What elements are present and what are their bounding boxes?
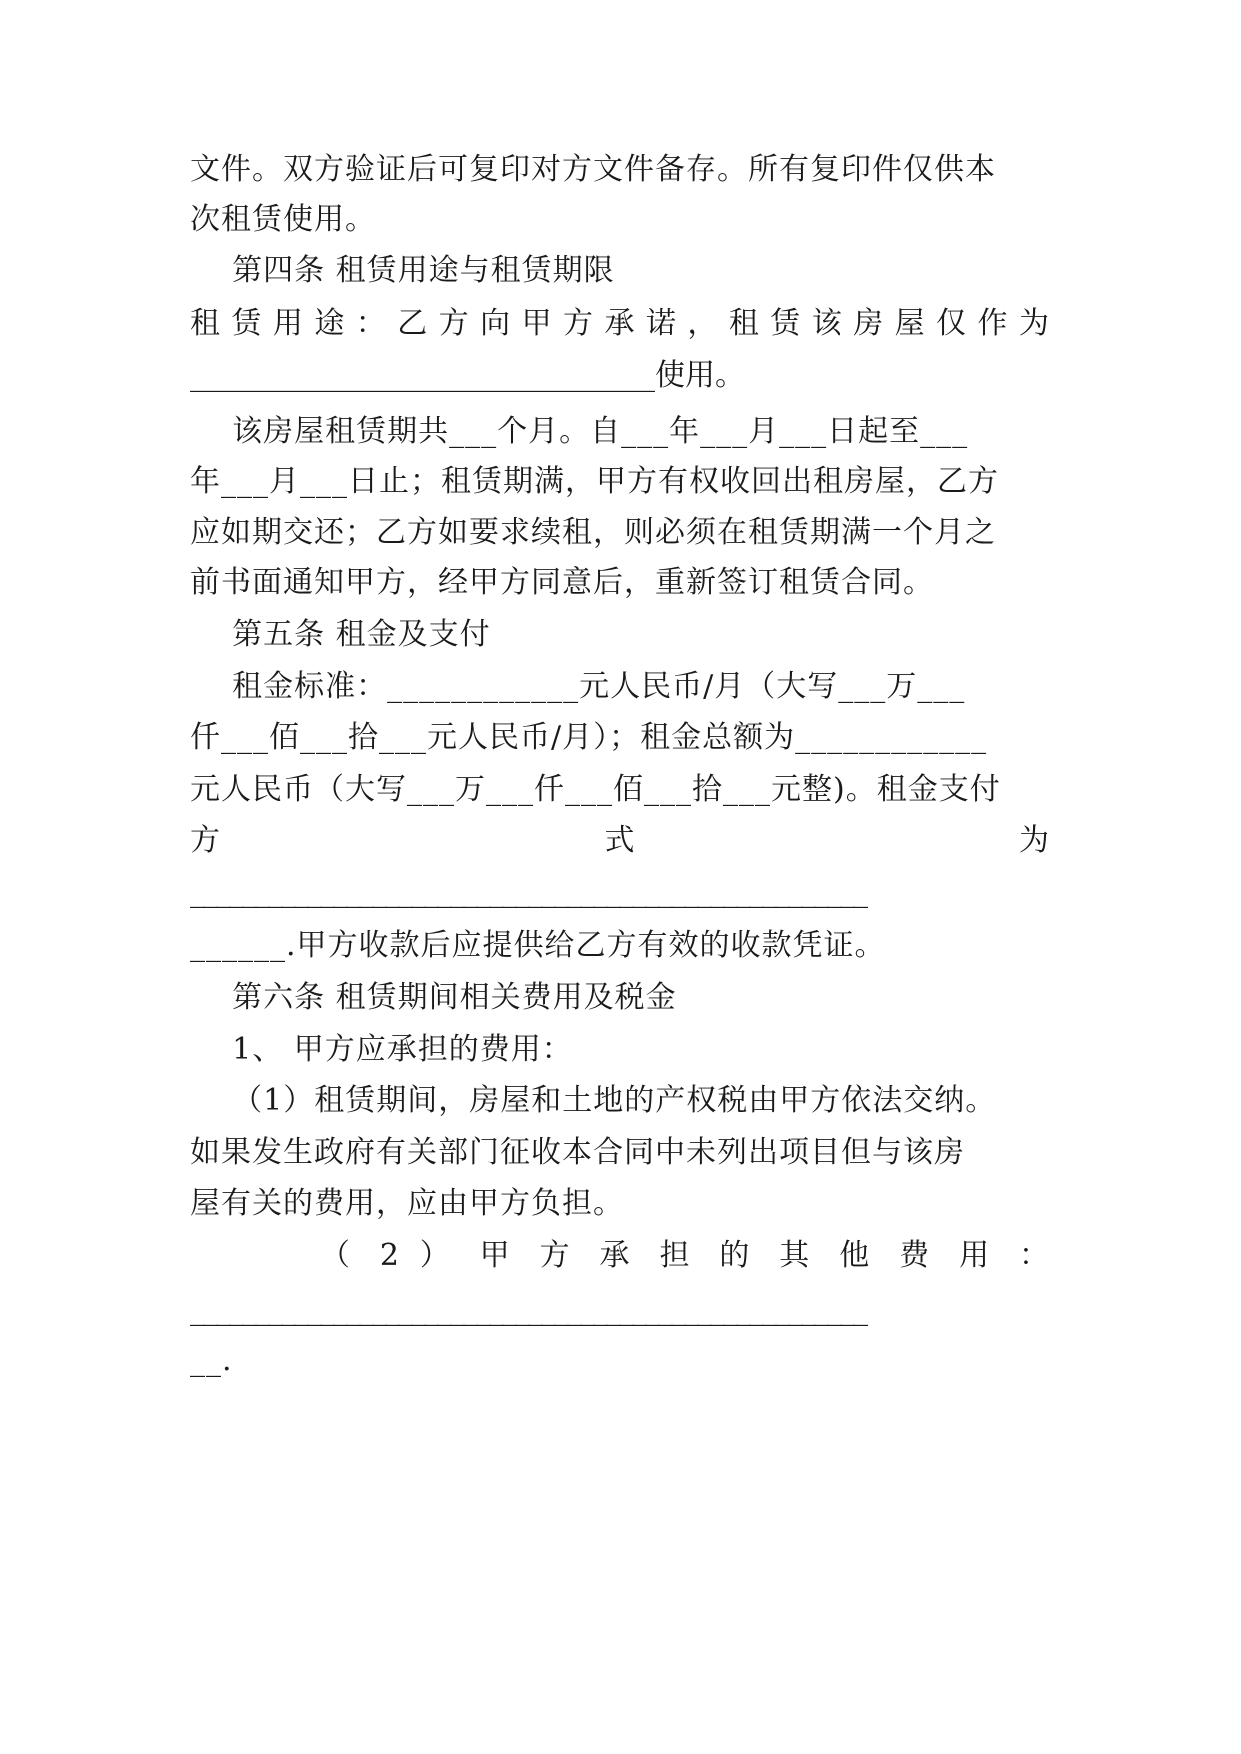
body-line: 该房屋租赁期共___个月。自___年___月___日起至___ — [190, 414, 969, 449]
body-line: 如果发生政府有关部门征收本合同中未列出项目但与该房 — [190, 1135, 965, 1170]
article-heading: 第六条 租赁期间相关费用及税金 — [190, 980, 677, 1015]
body-line: 租赁用途：乙方向甲方承诺，租赁该房屋仅作为 — [190, 306, 1050, 341]
body-line: 年___月___日止；租赁期满，甲方有权收回出租房屋，乙方 — [190, 464, 999, 499]
body-line: 应如期交还；乙方如要求续租，则必须在租赁期满一个月之 — [190, 515, 996, 550]
body-line: 文件。双方验证后可复印对方文件备存。所有复印件仅供本 — [190, 152, 996, 187]
blank-line: _______________________________使用。 — [190, 358, 745, 393]
body-line: 仟___佰___拾___元人民币/月）；租金总额为____________ — [190, 720, 988, 755]
body-line: 屋有关的费用，应由甲方负担。 — [190, 1186, 624, 1221]
blank-line: ____________________________________________________ — [190, 874, 866, 909]
body-line: 元人民币（大写___万___仟___佰___拾___元整)。租金支付 — [190, 772, 1001, 807]
body-line: 次租赁使用。 — [190, 202, 376, 237]
body-line: （ 2 ） 甲 方 承 担 的 其 他 费 用 ： — [320, 1238, 1050, 1273]
body-line: 方 式 为 — [190, 823, 1050, 858]
blank-line: __. — [190, 1343, 233, 1378]
article-heading: 第五条 租金及支付 — [190, 617, 491, 652]
list-item: 1、 甲方应承担的费用： — [190, 1032, 573, 1067]
blank-line: ____________________________________________________ — [190, 1292, 866, 1327]
body-line: 前书面通知甲方，经甲方同意后，重新签订租赁合同。 — [190, 565, 934, 600]
article-heading: 第四条 租赁用途与租赁期限 — [190, 253, 615, 288]
body-line: ______.甲方收款后应提供给乙方有效的收款凭证。 — [190, 928, 886, 963]
body-line: （1）租赁期间，房屋和土地的产权税由甲方依法交纳。 — [190, 1083, 997, 1118]
body-line: 租金标准：____________元人民币/月（大写___万___ — [190, 669, 966, 704]
